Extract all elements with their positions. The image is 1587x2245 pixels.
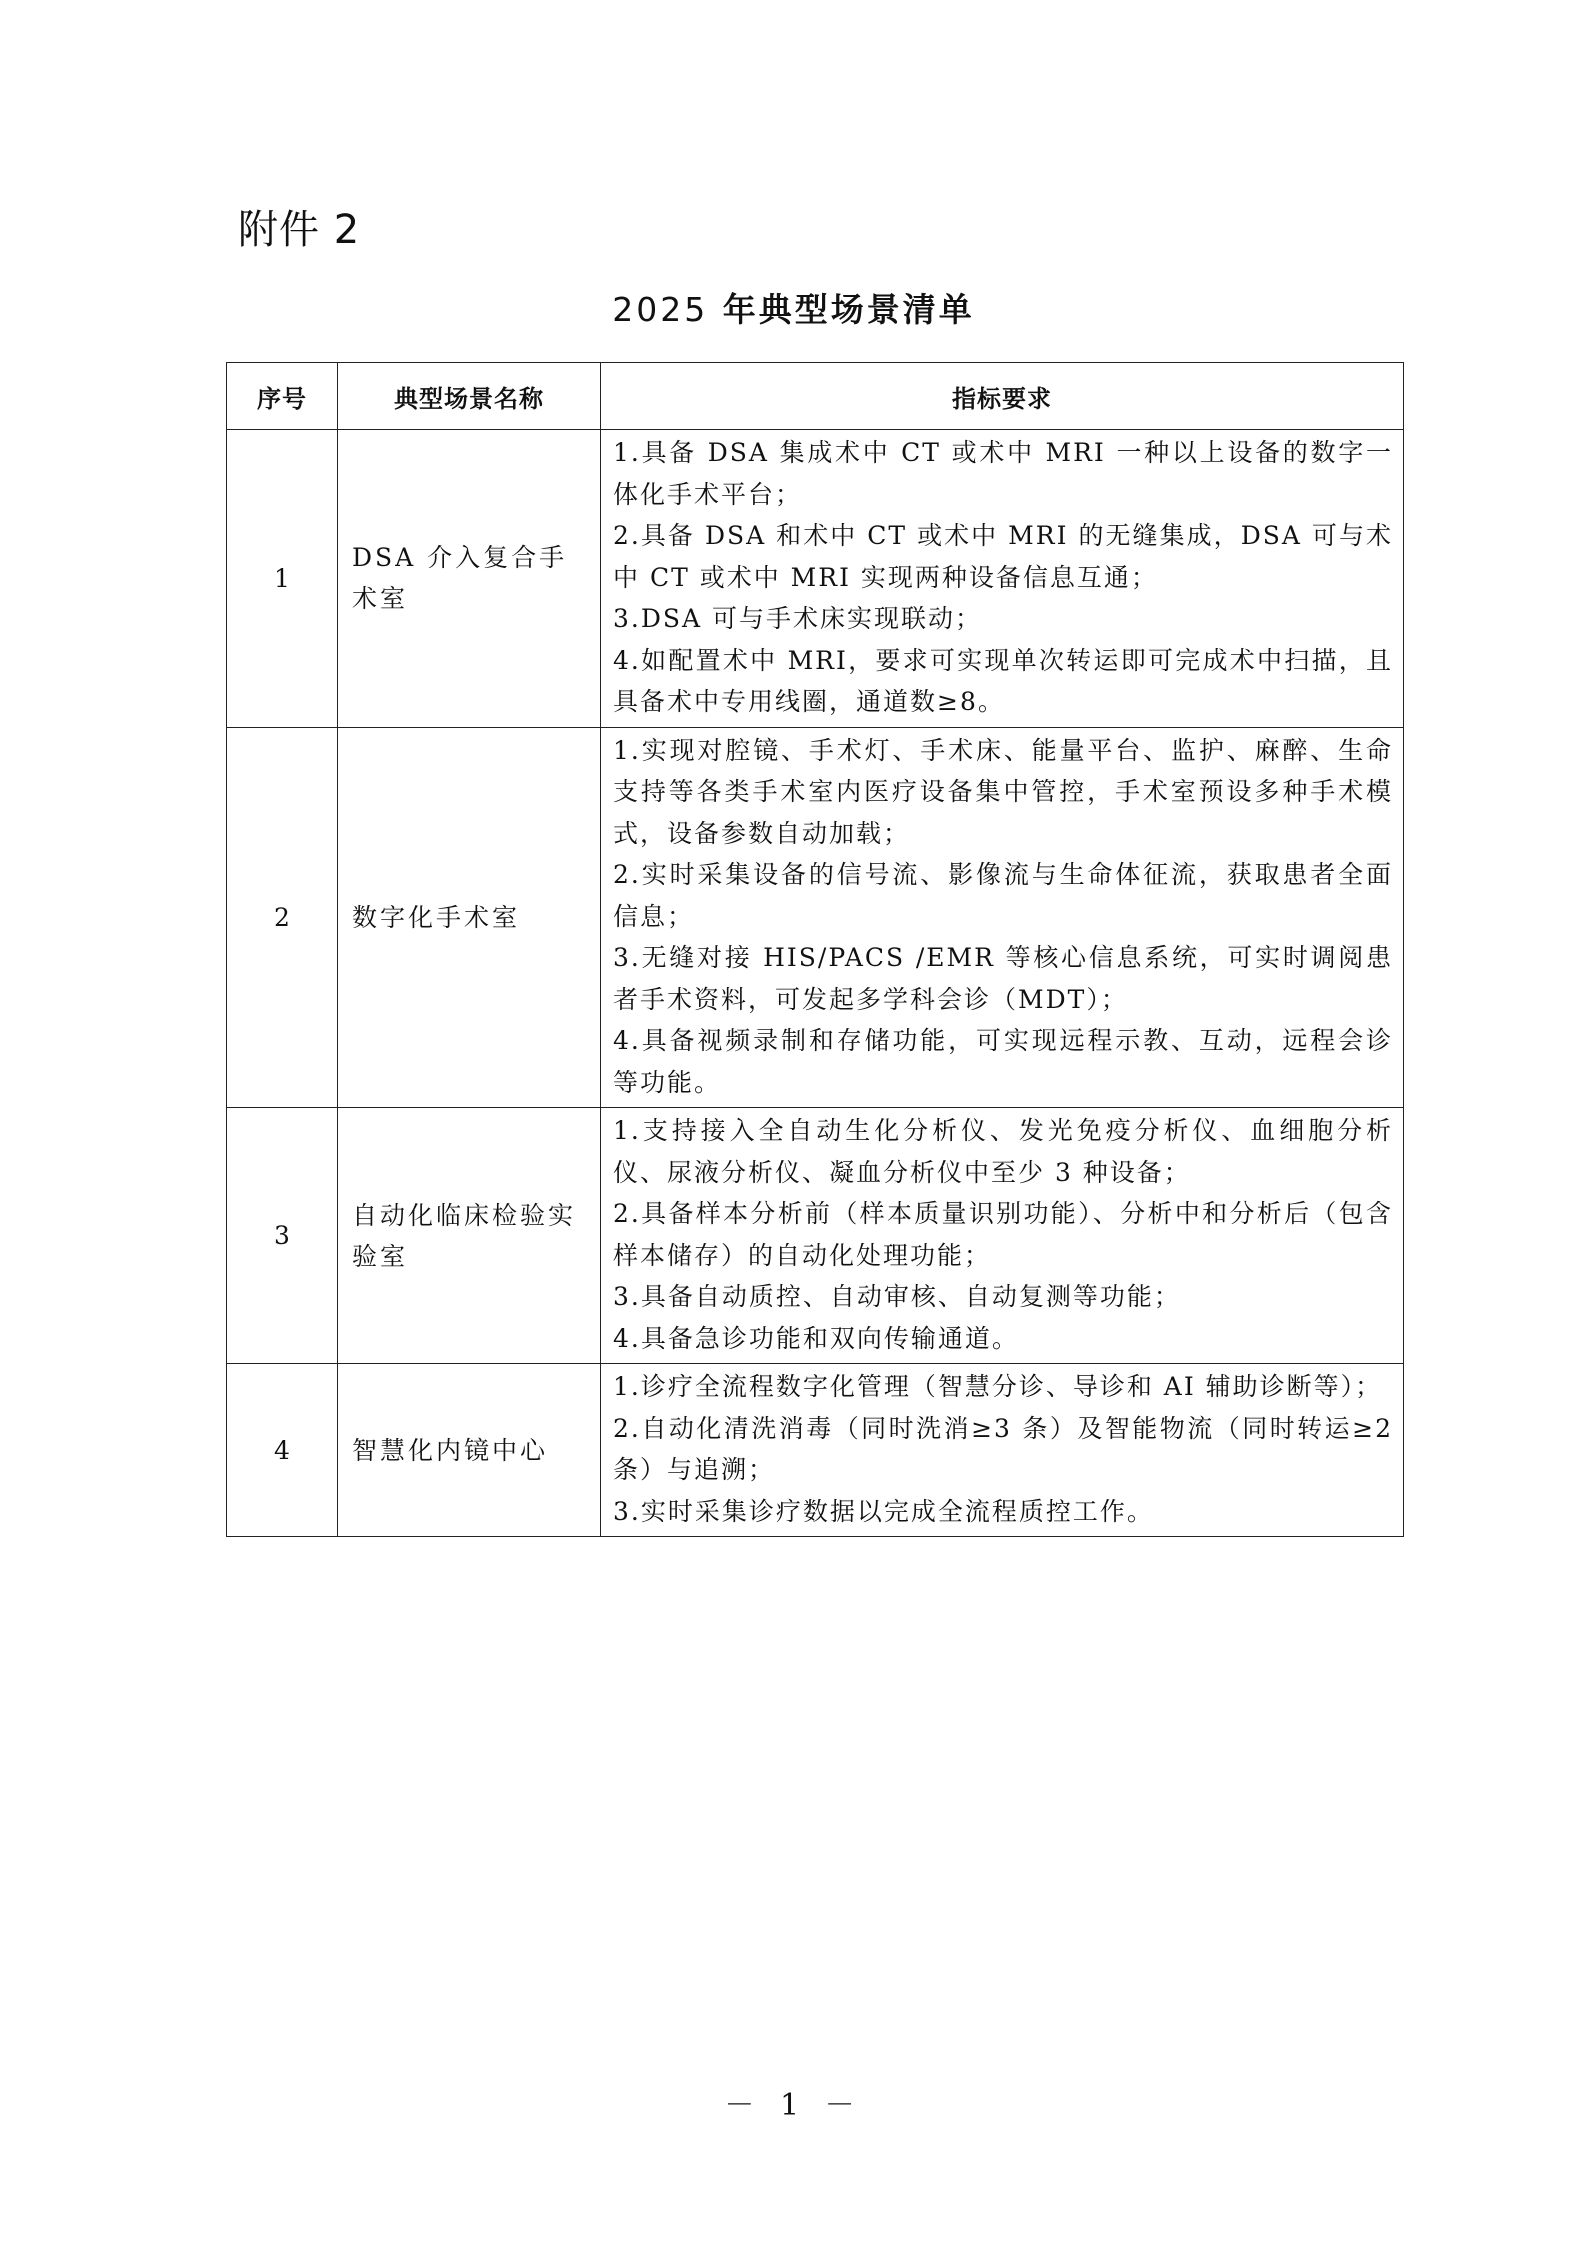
requirements-cell [601,430,1404,728]
scenario-name: DSA 介入复合手术室 [338,430,601,728]
table-row [227,1364,1404,1537]
requirements-cell [601,727,1404,1108]
header-requirements: 指标要求 [601,363,1404,430]
table-row [227,1108,1404,1364]
requirement-item: 1.具备 DSA 集成术中 CT 或术中 MRI 一种以上设备的数字一体化手术平台； [613,438,1393,509]
row-number: 2 [227,727,338,1108]
row-number: 3 [227,1108,338,1364]
scenario-name: 数字化手术室 [338,727,601,1108]
row-number: 4 [227,1364,338,1537]
requirement-item: 1.实现对腔镜、手术灯、手术床、能量平台、监护、麻醉、生命支持等各类手术室内医疗设备集中管控，手术室预设多种手术模式，设备参数自动加载； [613,735,1393,848]
requirement-item: 2.自动化清洗消毒（同时洗消≥3 条）及智能物流（同时转运≥2 条）与追溯； [613,1413,1393,1484]
scenario-name: 自动化临床检验实验室 [338,1108,601,1364]
header-name: 典型场景名称 [338,363,601,430]
requirement-item: 2.实时采集设备的信号流、影像流与生命体征流，获取患者全面信息； [613,860,1393,931]
row-number: 1 [227,430,338,728]
document-title [0,288,1587,332]
scenario-table [226,362,1404,1537]
scenario-name: 智慧化内镜中心 [338,1364,601,1537]
requirement-item: 3.实时采集诊疗数据以完成全流程质控工作。 [613,1496,1154,1526]
requirement-item: 3.无缝对接 HIS/PACS /EMR 等核心信息系统，可实时调阅患者手术资料，可发起多学科会诊（MDT）； [613,943,1393,1014]
requirement-item: 1.诊疗全流程数字化管理（智慧分诊、导诊和 AI 辅助诊断等）； [613,1372,1383,1401]
requirements-cell [601,1364,1404,1537]
requirement-item: 4.具备急诊功能和双向传输通道。 [613,1323,1019,1353]
requirement-item: 4.具备视频录制和存储功能，可实现远程示教、互动，远程会诊等功能。 [613,1026,1393,1097]
title-text: 年典型场景清单 [722,290,975,329]
page-number: － 1 － [724,2088,863,2123]
requirement-item: 1.支持接入全自动生化分析仪、发光免疫分析仪、血细胞分析仪、尿液分析仪、凝血分析仪中至少 3 种设备； [613,1116,1393,1187]
requirement-item: 2.具备样本分析前（样本质量识别功能）、分析中和分析后（包含样本储存）的自动化处理功能； [613,1199,1393,1270]
attachment-label: 附件 2 [238,207,361,253]
table-row [227,727,1404,1108]
requirement-item: 4.如配置术中 MRI，要求可实现单次转运即可完成术中扫描，且具备术中专用线圈，通道数≥8。 [613,645,1393,716]
requirement-item: 3.具备自动质控、自动审核、自动复测等功能； [613,1282,1181,1311]
requirement-item: 3.DSA 可与手术床实现联动； [613,604,983,633]
table-header-row [227,363,1404,430]
header-no: 序号 [227,363,338,430]
requirement-item: 2.具备 DSA 和术中 CT 或术中 MRI 的无缝集成，DSA 可与术中 CT 或术中 MRI 实现两种设备信息互通； [613,521,1393,592]
requirements-cell [601,1108,1404,1364]
table-row [227,430,1404,728]
title-year: 2025 [612,290,709,329]
